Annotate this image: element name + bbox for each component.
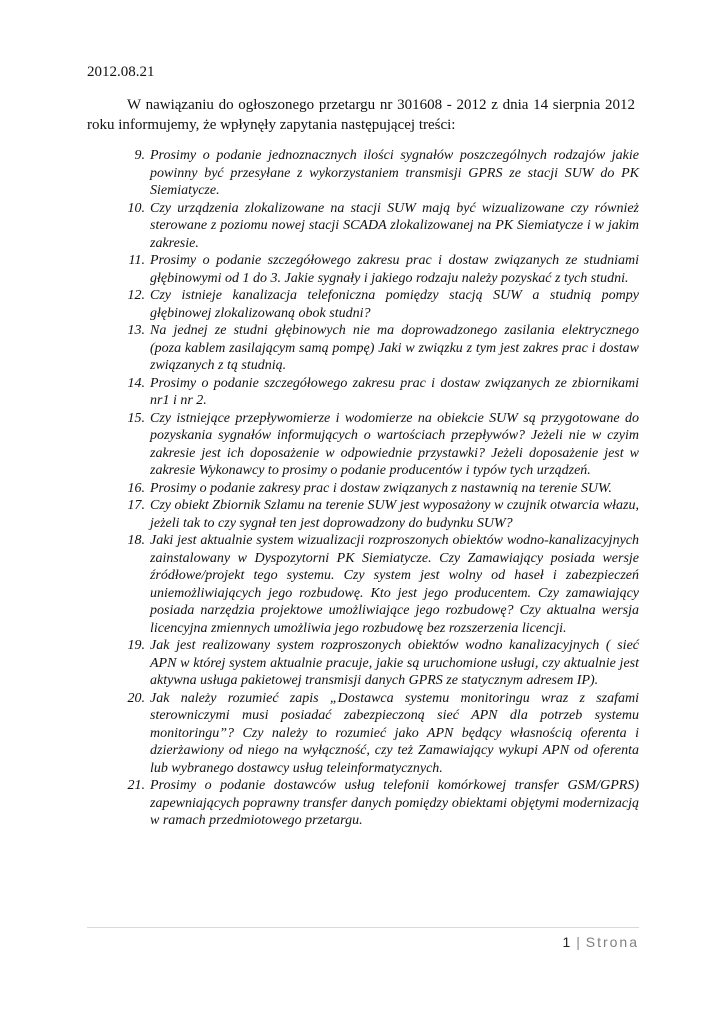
list-item-number: 20. xyxy=(127,690,145,706)
questions-list xyxy=(87,147,639,830)
list-item xyxy=(87,375,639,410)
list-item-text: Czy obiekt Zbiornik Szlamu na terenie SUW jest wyposażony w czujnik otwarcia włazu, jeżeli tak to czy sygnał ten jest doprowadzony do budynku SUW? xyxy=(150,498,639,531)
list-item-text: Czy istnieje kanalizacja telefoniczna pomiędzy stacją SUW a studnią pompy głębinowej zlokalizowaną obok studni? xyxy=(150,288,639,321)
list-item-text: Prosimy o podanie dostawców usług telefonii komórkowej transfer GSM/GPRS) zapewniających poprawny transfer danych pomiędzy obiektami objętymi modernizacją w ramach przedmiotowego przetargu. xyxy=(150,778,639,828)
list-item xyxy=(87,287,639,322)
list-item-text: Prosimy o podanie zakresy prac i dostaw związanych z nastawnią na terenie SUW. xyxy=(150,480,612,496)
list-item xyxy=(87,252,639,287)
list-item xyxy=(87,147,639,200)
list-item-number: 15. xyxy=(127,410,145,426)
list-item-text: Czy istniejące przepływomierze i wodomierze na obiekcie SUW są przygotowane do pozyskania sygnałów informujących o wartościach przepływów? Jeżeli nie w czyim zakresie jest ich doposażenie w odpowiednie przystawki? Jeżeli doposażenie jest w zakresie Wykonawcy to prosimy o podanie producentów i typów tych urządzeń. xyxy=(150,410,639,478)
list-item-text: Prosimy o podanie jednoznacznych ilości sygnałów poszczególnych rodzajów jakie powinny być przesyłane z wykorzystaniem transmisji GPRS ze stacji SUW do PK Siemiatycze. xyxy=(150,148,639,198)
page-number: 1 xyxy=(562,934,571,950)
list-item-number: 14. xyxy=(127,375,145,391)
list-item-text: Jak jest realizowany system rozproszonych obiektów wodno kanalizacyjnych ( sieć APN w której system aktualnie pracuje, jakie są uruchomione usługi, czy aktualnie jest aktywna usługa pakietowej transmisji danych GPRS ze statycznym adresem IP). xyxy=(150,638,639,688)
list-item xyxy=(87,532,639,637)
list-item-number: 13. xyxy=(127,323,145,338)
list-item-number: 18. xyxy=(127,533,145,548)
list-item-number: 12. xyxy=(127,288,145,303)
list-item xyxy=(87,777,639,830)
list-item xyxy=(87,690,639,778)
list-item xyxy=(87,497,639,532)
list-item xyxy=(87,637,639,690)
list-item xyxy=(87,322,639,375)
page-footer xyxy=(563,934,639,950)
document-date: 2012.08.21 xyxy=(87,64,155,80)
list-item xyxy=(87,480,639,498)
list-item-number: 19. xyxy=(127,638,145,653)
page-word: Strona xyxy=(585,934,639,950)
list-item-number: 10. xyxy=(127,200,145,216)
list-item-text: Jak należy rozumieć zapis „Dostawca systemu monitoringu wraz z szafami sterowniczymi musi posiadać zabezpieczoną sieć APN dla potrzeb systemu monitoringu”? Czy należy to rozumieć jako APN będący własnością oferenta i dzierżawiony od niego na wyłączność, czy też Zamawiający wykupi APN od oferenta lub wybranego dostawcy usług teleinformatycznych. xyxy=(150,690,639,776)
list-item-text: Prosimy o podanie szczegółowego zakresu prac i dostaw związanych ze studniami głębinowymi od 1 do 3. Jakie sygnały i jakiego rodzaju należy pozyskać z tych studni. xyxy=(150,253,639,286)
list-item-number: 9. xyxy=(134,148,145,163)
list-item-text: Czy urządzenia zlokalizowane na stacji SUW mają być wizualizowane czy również sterowane z poziomu nowej stacji SCADA zlokalizowanej na PK Siemiatycze i w jakim zakresie. xyxy=(150,200,639,251)
intro-paragraph: W nawiązaniu do ogłoszonego przetargu nr 301608 - 2012 z dnia 14 sierpnia 2012 roku informujemy, że wpłynęły zapytania następującej treści: xyxy=(87,97,635,133)
list-item-number: 17. xyxy=(127,498,145,513)
footer-divider xyxy=(87,927,639,928)
list-item xyxy=(87,410,639,480)
list-item-number: 11. xyxy=(128,253,145,268)
list-item-text: Jaki jest aktualnie system wizualizacji rozproszonych obiektów wodno-kanalizacyjnych zainstalowany w Dyspozytorni PK Siemiatycze. Czy Zamawiający posiada wersje źródłowe/projekt tego systemu. Czy system jest wolny od haseł i zabezpieczeń uniemożliwiających jego rozbudowę. Kto jest jego producentem. Czy zamawiający posiada narzędzia projektowe umożliwiające jego rozbudowę? Czy aktualna wersja licencyjna zmiennych umożliwia jego rozbudowę bez rozszerzenia licencji. xyxy=(150,533,639,636)
list-item-number: 16. xyxy=(127,480,145,496)
list-item-number: 21. xyxy=(127,778,145,793)
list-item-text: Na jednej ze studni głębinowych nie ma doprowadzonego zasilania elektrycznego (poza kablem zasilającym samą pompę) Jaki w związku z tym jest zakres prac i dostaw związanych z tą studnią. xyxy=(150,323,639,373)
list-item-text: Prosimy o podanie szczegółowego zakresu prac i dostaw związanych ze zbiornikami nr1 i nr 2. xyxy=(150,375,639,408)
list-item xyxy=(87,200,639,253)
footer-separator: | xyxy=(576,934,580,950)
